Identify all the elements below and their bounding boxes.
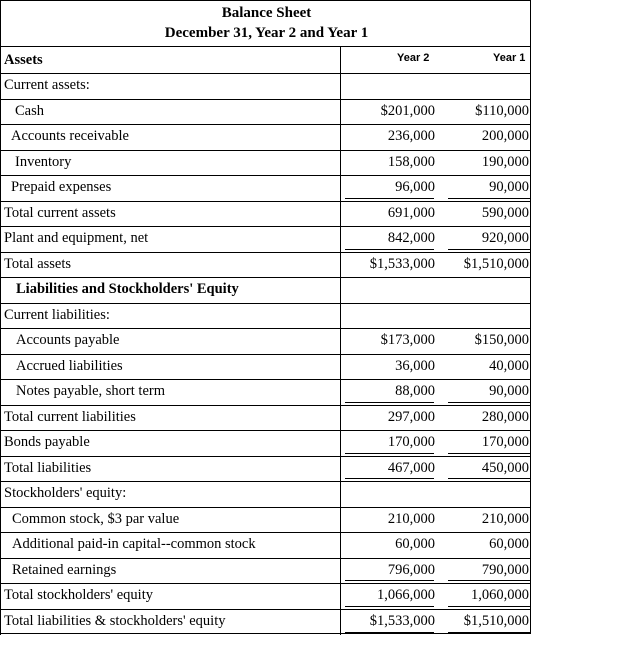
year1-value: 590,000 — [481, 204, 529, 221]
year2-value: $201,000 — [380, 102, 435, 119]
table-row — [0, 406, 531, 432]
row-label: Accounts payable — [16, 332, 120, 348]
table-row — [0, 380, 531, 406]
year2-value: 297,000 — [387, 408, 435, 425]
row-label: Common stock, $3 par value — [12, 510, 180, 527]
row-label: Additional paid-in capital--common stock — [12, 536, 256, 552]
table-row — [0, 278, 531, 304]
year2-value: 467,000 — [387, 459, 435, 476]
table-row — [0, 533, 531, 559]
year1-value: 790,000 — [481, 561, 529, 578]
table-row — [0, 253, 531, 279]
table-row — [0, 329, 531, 355]
year2-value: 842,000 — [387, 230, 435, 246]
table-row — [0, 457, 531, 483]
table-row — [0, 508, 531, 534]
row-label: Cash — [15, 102, 44, 119]
year1-underline — [448, 632, 530, 633]
year1-value: 920,000 — [481, 230, 529, 246]
year1-value: 1,060,000 — [471, 587, 529, 603]
year2-underline — [345, 632, 434, 633]
row-label: Total liabilities & stockholders' equity — [4, 612, 226, 629]
row-label: Accounts receivable — [11, 128, 129, 144]
sheet-subtitle: December 31, Year 2 and Year 1 — [164, 25, 369, 41]
row-label: Accrued liabilities — [16, 357, 123, 374]
table-row — [0, 125, 531, 151]
year2-value: $173,000 — [380, 332, 435, 348]
year2-value: 96,000 — [395, 179, 435, 195]
year2-underline — [345, 453, 434, 454]
table-row — [0, 304, 531, 330]
year2-value: 210,000 — [387, 510, 435, 527]
year2-value: 796,000 — [387, 561, 435, 578]
year2-underline — [345, 249, 434, 250]
year1-underline — [448, 478, 530, 479]
year1-underline — [448, 580, 530, 581]
year1-underline — [448, 198, 530, 199]
year2-value: 36,000 — [395, 357, 435, 374]
year2-value: 158,000 — [387, 153, 435, 170]
year2-header: Year 2 — [397, 52, 430, 64]
table-row — [0, 202, 531, 228]
title-block — [0, 1, 531, 47]
year1-underline — [448, 249, 530, 250]
year2-value: 60,000 — [395, 536, 435, 552]
year1-value: $150,000 — [474, 332, 529, 348]
year1-value: 60,000 — [489, 536, 529, 552]
year2-underline — [345, 580, 434, 581]
table-row — [0, 584, 531, 610]
year2-underline — [345, 198, 434, 199]
year1-value: 170,000 — [481, 434, 529, 450]
row-label: Total assets — [4, 255, 72, 272]
row-label: Notes payable, short term — [16, 383, 165, 399]
table-row — [0, 100, 531, 126]
table-row — [0, 176, 531, 202]
left-border — [0, 47, 1, 635]
year2-value: 170,000 — [387, 434, 435, 450]
year2-value: 691,000 — [387, 204, 435, 221]
year1-value: 190,000 — [481, 153, 529, 170]
year1-value: 40,000 — [489, 357, 529, 374]
row-label: Liabilities and Stockholders' Equity — [16, 281, 239, 297]
year1-value: 200,000 — [481, 128, 529, 144]
row-label: Current assets: — [4, 77, 90, 93]
year2-value: $1,533,000 — [369, 255, 435, 272]
column-header-row — [0, 47, 531, 74]
year1-value: 90,000 — [489, 179, 529, 195]
year1-value: $110,000 — [475, 102, 529, 119]
row-label: Bonds payable — [4, 434, 90, 450]
year1-value: $1,510,000 — [463, 255, 529, 272]
year1-value: 450,000 — [481, 459, 529, 476]
row-label: Total stockholders' equity — [4, 587, 153, 603]
table-row — [0, 74, 531, 100]
row-label: Total liabilities — [4, 459, 92, 476]
column-divider — [340, 47, 341, 635]
row-label: Prepaid expenses — [11, 179, 112, 195]
year1-underline — [448, 402, 530, 403]
row-label: Inventory — [15, 153, 72, 170]
row-label: Plant and equipment, net — [4, 230, 149, 246]
year2-value: 1,066,000 — [377, 587, 435, 603]
year1-underline — [448, 606, 530, 607]
table-row — [0, 227, 531, 253]
row-label: Retained earnings — [12, 561, 117, 578]
year2-underline — [345, 606, 434, 607]
table-row — [0, 482, 531, 508]
row-label: Total current liabilities — [4, 408, 136, 425]
year2-value: 236,000 — [387, 128, 435, 144]
year2-value: 88,000 — [395, 383, 435, 399]
row-label: Stockholders' equity: — [4, 485, 127, 501]
table-row — [0, 355, 531, 381]
year1-value: 90,000 — [489, 383, 529, 399]
year1-value: 210,000 — [481, 510, 529, 527]
year2-value: $1,533,000 — [369, 612, 435, 629]
year2-underline — [345, 402, 434, 403]
year2-underline — [345, 478, 434, 479]
table-row — [0, 610, 531, 636]
year1-underline — [448, 453, 530, 454]
year1-value: $1,510,000 — [463, 612, 529, 629]
row-label: Total current assets — [4, 204, 116, 221]
year1-value: 280,000 — [481, 408, 529, 425]
row-label: Current liabilities: — [4, 306, 110, 323]
assets-heading: Assets — [4, 52, 43, 68]
year1-header: Year 1 — [493, 52, 526, 64]
table-row — [0, 559, 531, 585]
sheet-title: Balance Sheet — [221, 5, 312, 21]
table-row — [0, 151, 531, 177]
table-row — [0, 431, 531, 457]
